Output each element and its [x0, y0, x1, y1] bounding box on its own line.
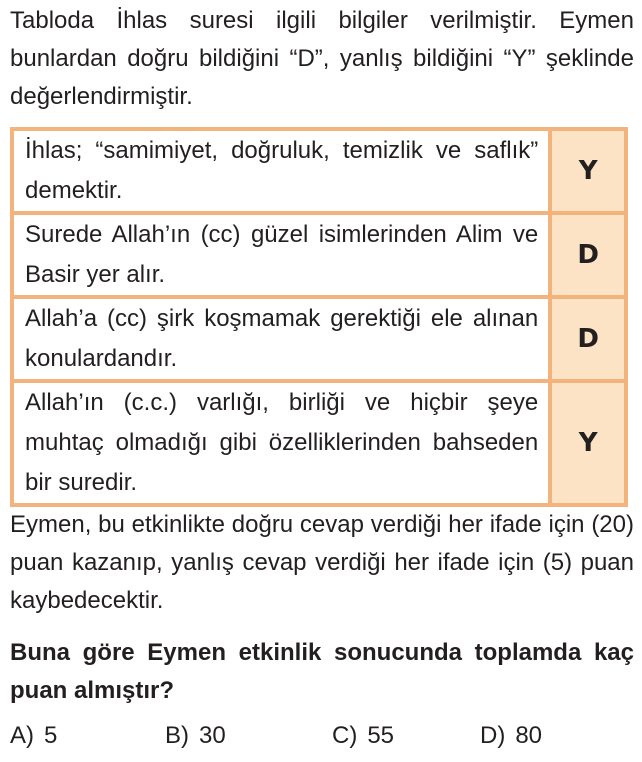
table-row [12, 381, 626, 505]
answer-cell: Y [550, 381, 626, 505]
statement-text: İhlas; “samimiyet, doğruluk, temizlik ve saflık” demektir. [12, 129, 550, 213]
option-d[interactable] [480, 722, 542, 750]
statements-table [10, 127, 628, 507]
option-c[interactable] [332, 722, 394, 750]
option-label: A) [10, 722, 34, 749]
table-row [12, 129, 626, 213]
answer-cell: D [550, 297, 626, 381]
option-value: 30 [199, 722, 226, 749]
option-value: 80 [515, 722, 543, 749]
option-value: 55 [367, 722, 395, 749]
answer-cell: D [550, 213, 626, 297]
option-value: 5 [44, 722, 58, 749]
table-row [12, 213, 626, 297]
answer-cell: Y [550, 129, 626, 213]
option-b[interactable] [165, 722, 226, 750]
option-a[interactable] [10, 722, 57, 750]
answer-options [10, 722, 640, 762]
scoring-paragraph: Eymen, bu etkinlikte doğru cevap verdiği her ifade için (20) puan kazanıp, yanlış cevap verdiği her ifade için (5) puan kaybedecektir. [10, 511, 634, 614]
intro-paragraph: Tabloda İhlas suresi ilgili bilgiler verilmiştir. Eymen bunlardan doğru bildiğini “D”, yanlış bildiğini “Y” şeklinde değerlendirmiştir. [10, 7, 634, 110]
option-label: D) [480, 722, 506, 749]
question-text: Buna göre Eymen etkinlik sonucunda toplamda kaç puan almıştır? [10, 639, 634, 704]
option-label: C) [332, 722, 358, 749]
statement-text: Allah’ın (c.c.) varlığı, birliği ve hiçbir şeye muhtaç olmadığı gibi özelliklerinden bahseden bir suredir. [12, 381, 550, 505]
statement-text: Surede Allah’ın (cc) güzel isimlerinden Alim ve Basir yer alır. [12, 213, 550, 297]
statement-text: Allah’a (cc) şirk koşmamak gerektiği ele alınan konulardandır. [12, 297, 550, 381]
option-label: B) [165, 722, 189, 749]
table-row [12, 297, 626, 381]
